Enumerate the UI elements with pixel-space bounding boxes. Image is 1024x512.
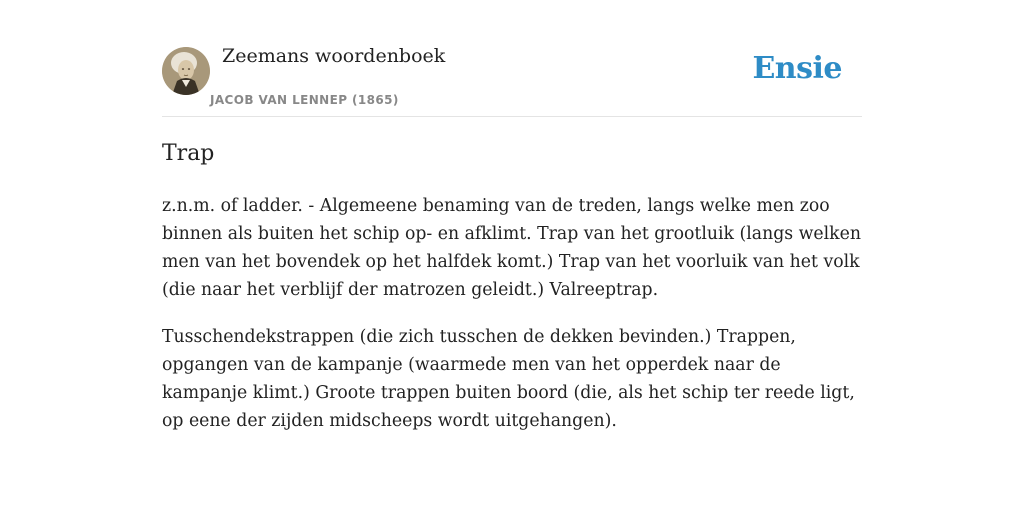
entry-paragraph: Tusschendekstrappen (die zich tusschen de dekken bevinden.) Trappen, opgangen van de kampanje (waarmede men van het opperdek naar de kampanje klimt.) Groote trappen buiten boord (die, als het schip ter reede ligt, op eene der zijden midscheeps wordt uitgehangen). bbox=[162, 327, 855, 431]
ensie-logo[interactable]: Ensie bbox=[752, 51, 842, 86]
book-title[interactable]: Zeemans woordenboek bbox=[222, 45, 446, 67]
author-name[interactable]: JACOB VAN LENNEP (1865) bbox=[210, 93, 399, 107]
portrait-icon[interactable] bbox=[162, 47, 210, 95]
entry-content bbox=[162, 192, 862, 454]
entry-title: Trap bbox=[162, 141, 215, 166]
entry-paragraph: z.n.m. of ladder. - Algemeene benaming van de treden, langs welke men zoo binnen als buiten het schip op- en afklimt. Trap van het grootluik (langs welken men van het bovendek op het halfdek komt.) Trap van het voorluik van het volk (die naar het verblijf der matrozen geleidt.) Valreeptrap. bbox=[162, 196, 862, 300]
header bbox=[162, 0, 862, 117]
